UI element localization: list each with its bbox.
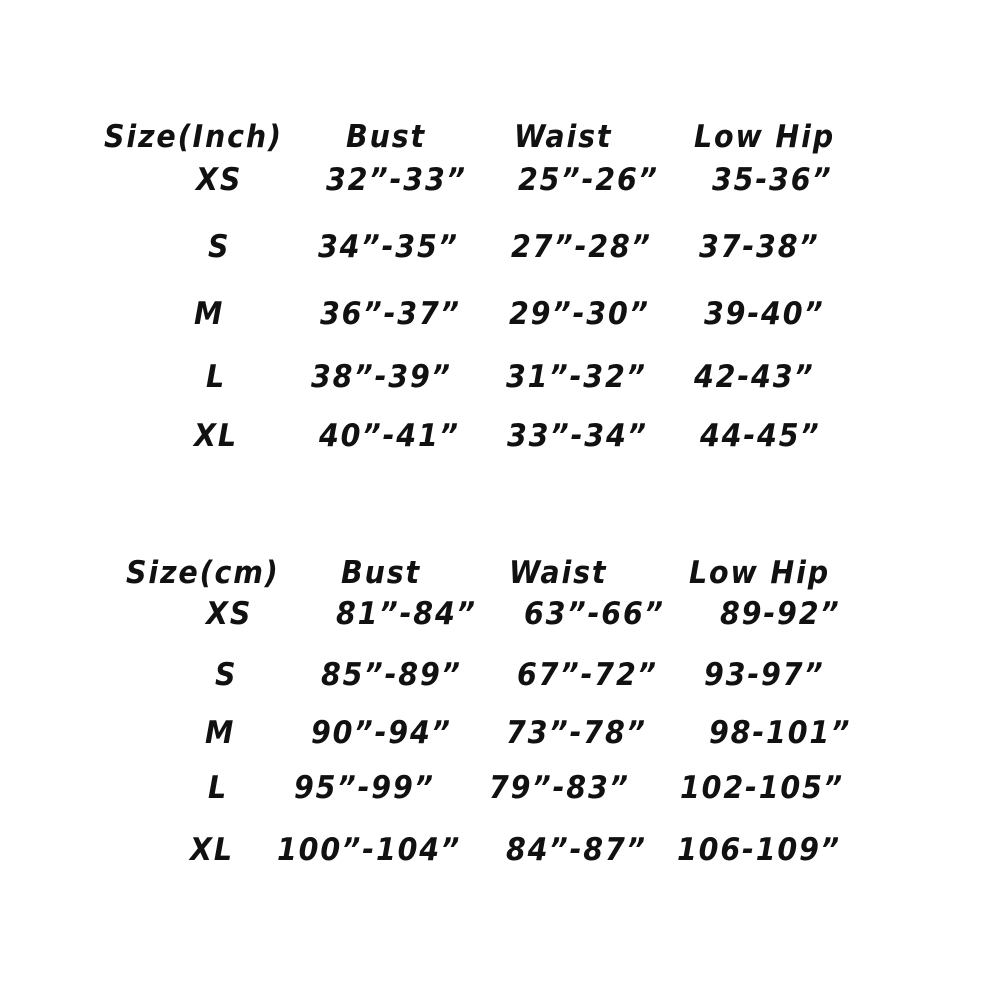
cm-bust-value: 95”-99” (294, 770, 435, 806)
cm-header-bust: Bust (341, 555, 422, 591)
inch-waist-value: 25”-26” (518, 162, 659, 198)
cm-waist-value: 84”-87” (506, 832, 647, 868)
inch-size-label: XS (196, 162, 243, 198)
cm-low-hip-value: 89-92” (720, 596, 841, 632)
inch-bust-value: 32”-33” (326, 162, 467, 198)
cm-waist-value: 79”-83” (489, 770, 630, 806)
inch-waist-value: 27”-28” (511, 229, 652, 265)
inch-bust-value: 38”-39” (311, 359, 452, 395)
inch-low-hip-value: 35-36” (712, 162, 833, 198)
cm-size-label: XS (206, 596, 253, 632)
cm-low-hip-value: 93-97” (704, 657, 825, 693)
inch-low-hip-value: 39-40” (704, 296, 825, 332)
cm-bust-value: 90”-94” (311, 715, 452, 751)
inch-low-hip-value: 42-43” (694, 359, 815, 395)
cm-size-label: S (215, 657, 238, 693)
inch-header-low-hip: Low Hip (694, 119, 835, 155)
inch-size-label: L (206, 359, 227, 395)
cm-size-label: M (205, 715, 236, 751)
inch-header-waist: Waist (514, 119, 613, 155)
cm-waist-value: 67”-72” (517, 657, 658, 693)
cm-size-label: XL (190, 832, 234, 868)
inch-low-hip-value: 44-45” (700, 418, 821, 454)
inch-waist-value: 31”-32” (506, 359, 647, 395)
inch-waist-value: 29”-30” (509, 296, 650, 332)
cm-bust-value: 85”-89” (321, 657, 462, 693)
cm-header-waist: Waist (509, 555, 608, 591)
cm-bust-value: 81”-84” (336, 596, 477, 632)
cm-size-label: L (208, 770, 229, 806)
inch-size-label: XL (194, 418, 238, 454)
cm-waist-value: 73”-78” (506, 715, 647, 751)
cm-header-size: Size(cm) (126, 555, 280, 591)
inch-header-size: Size(Inch) (104, 119, 283, 155)
inch-size-label: M (194, 296, 225, 332)
inch-waist-value: 33”-34” (507, 418, 648, 454)
cm-low-hip-value: 98-101” (709, 715, 852, 751)
inch-size-label: S (208, 229, 231, 265)
cm-bust-value: 100”-104” (277, 832, 462, 868)
inch-bust-value: 40”-41” (319, 418, 460, 454)
inch-header-bust: Bust (346, 119, 427, 155)
cm-low-hip-value: 102-105” (680, 770, 845, 806)
cm-header-low-hip: Low Hip (689, 555, 830, 591)
cm-low-hip-value: 106-109” (677, 832, 842, 868)
cm-waist-value: 63”-66” (524, 596, 665, 632)
inch-bust-value: 36”-37” (320, 296, 461, 332)
inch-low-hip-value: 37-38” (699, 229, 820, 265)
inch-bust-value: 34”-35” (318, 229, 459, 265)
